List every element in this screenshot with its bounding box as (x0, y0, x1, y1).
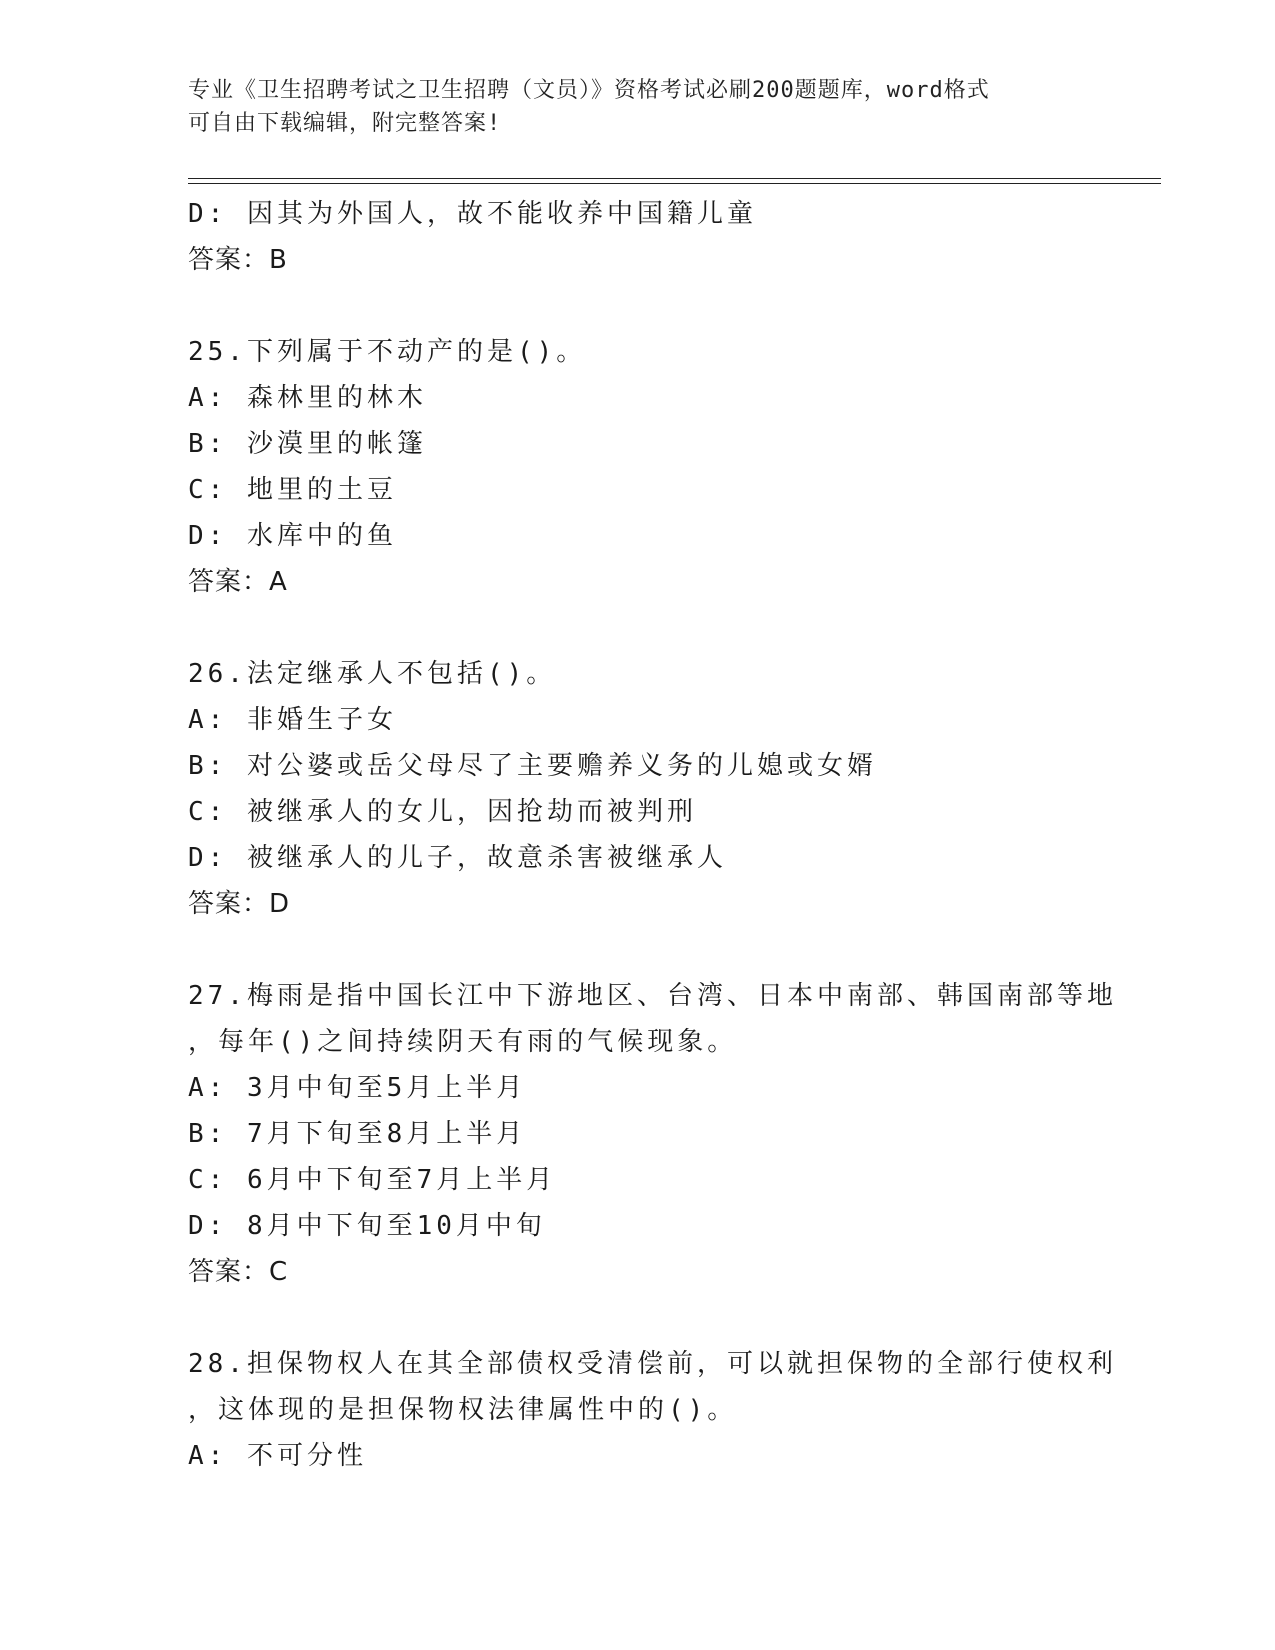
spacer (188, 605, 1118, 651)
option-c: C: 被继承人的女儿，因抢劫而被判刑 (188, 797, 697, 827)
spacer (188, 1295, 1118, 1341)
header-line-1: 专业《卫生招聘考试之卫生招聘（文员）》资格考试必刷200题题库，word格式 (188, 78, 990, 103)
option-b: B: 沙漠里的帐篷 (188, 429, 427, 459)
question-stem-line-2: ，每年()之间持续阴天有雨的气候现象。 (188, 1027, 738, 1057)
option-a: A: 不可分性 (188, 1441, 367, 1471)
option-d: D: 被继承人的儿子，故意杀害被继承人 (188, 843, 727, 873)
header-divider-bottom (188, 183, 1161, 184)
header-divider-top (188, 178, 1161, 179)
spacer (188, 283, 1118, 329)
answer-line: 答案：C (188, 1257, 289, 1287)
spacer (188, 927, 1118, 973)
option-c: C: 地里的土豆 (188, 475, 397, 505)
question-25 (188, 329, 1118, 605)
question-list (188, 191, 1118, 1479)
answer-line: 答案：B (188, 245, 288, 275)
question-27 (188, 973, 1118, 1295)
question-stem-line-1: 27.梅雨是指中国长江中下游地区、台湾、日本中南部、韩国南部等地 (188, 981, 1117, 1011)
answer-line: 答案：D (188, 889, 291, 919)
option-d: D: 8月中下旬至10月中旬 (188, 1211, 546, 1241)
option-a: A: 森林里的林木 (188, 383, 427, 413)
option-d: D: 水库中的鱼 (188, 521, 397, 551)
option-d: D: 因其为外国人，故不能收养中国籍儿童 (188, 199, 757, 229)
answer-line: 答案：A (188, 567, 288, 597)
question-stem-line-1: 28.担保物权人在其全部债权受清偿前，可以就担保物的全部行使权利 (188, 1349, 1117, 1379)
option-b: B: 7月下旬至8月上半月 (188, 1119, 527, 1149)
option-b: B: 对公婆或岳父母尽了主要赡养义务的儿媳或女婿 (188, 751, 877, 781)
option-a: A: 3月中旬至5月上半月 (188, 1073, 527, 1103)
question-28 (188, 1341, 1118, 1479)
question-stem-line-2: ，这体现的是担保物权法律属性中的()。 (188, 1395, 738, 1425)
header-line-2: 可自由下载编辑，附完整答案! (188, 111, 502, 136)
question-26 (188, 651, 1118, 927)
option-a: A: 非婚生子女 (188, 705, 397, 735)
question-stem: 26.法定继承人不包括()。 (188, 659, 557, 689)
option-c: C: 6月中下旬至7月上半月 (188, 1165, 557, 1195)
question-stem: 25.下列属于不动产的是()。 (188, 337, 587, 367)
continued-question-24 (188, 191, 1118, 283)
document-header (188, 74, 1088, 140)
